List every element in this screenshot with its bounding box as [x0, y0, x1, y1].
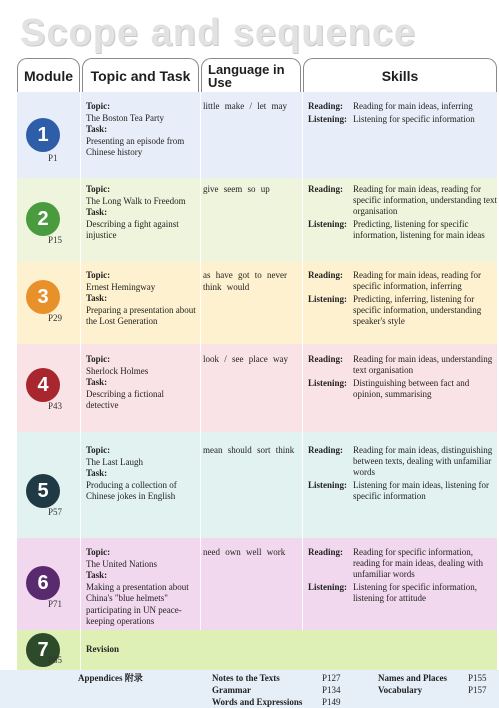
task-label: Task:	[86, 124, 108, 134]
module-row-6	[0, 538, 499, 630]
module-page-number: P1	[48, 153, 58, 163]
reading-label: Reading:	[308, 270, 344, 280]
task-text: Making a presentation about China's "blue helmets" participating in UN peace-keeping operations	[86, 581, 189, 626]
module-row-1	[0, 92, 499, 178]
appendix-page: P149	[322, 697, 341, 707]
language-in-use-cell: little make / let may	[203, 101, 287, 111]
task-label: Task:	[86, 207, 108, 217]
revision-text: Revision	[86, 644, 120, 654]
reading-skills: Reading for specific information, reading for main ideas, dealing with unfamiliar words	[353, 547, 483, 579]
divider	[200, 92, 201, 178]
reading-skills: Reading for main ideas, reading for specific information, understanding text organisation	[353, 184, 497, 216]
module-page-number: P71	[48, 599, 63, 609]
module-number-badge: 7	[26, 633, 60, 667]
task-text: Producing a collection of Chinese jokes in English	[86, 479, 177, 501]
divider	[80, 432, 81, 538]
topic-text: Ernest Hemingway	[86, 281, 156, 292]
appendix-page: P157	[468, 685, 487, 695]
reading-label: Reading:	[308, 184, 344, 194]
divider	[302, 538, 303, 630]
module-number-badge: 6	[26, 566, 60, 600]
module-page-number: P57	[48, 507, 63, 517]
skills-cell	[308, 445, 498, 504]
module-number-badge: 4	[26, 368, 60, 402]
listening-skills: Listening for specific information, listening for attitude	[353, 582, 477, 603]
task-label: Task:	[86, 468, 108, 478]
skills-cell	[308, 354, 498, 402]
header-topic-and-task: Topic and Task	[82, 58, 199, 92]
module-page-number: P29	[48, 313, 63, 323]
divider	[302, 262, 303, 344]
appendix-page: P127	[322, 673, 341, 683]
appendix-page: P155	[468, 673, 487, 683]
appendices-label: Appendices 附录	[78, 673, 143, 683]
module-page-number: P43	[48, 401, 63, 411]
module-number-badge: 3	[26, 280, 60, 314]
divider	[200, 262, 201, 344]
listening-label: Listening:	[308, 378, 348, 388]
topic-text: The Long Walk to Freedom	[86, 195, 186, 206]
page-title: Scope and sequence	[20, 12, 417, 54]
listening-label: Listening:	[308, 294, 348, 304]
reading-skills: Reading for main ideas, understanding text organisation	[353, 354, 493, 375]
language-in-use-cell: mean should sort think	[203, 445, 295, 455]
header-language-in-use: Language in Use	[201, 58, 301, 92]
module-page-number: P15	[48, 235, 63, 245]
reading-label: Reading:	[308, 547, 344, 557]
listening-label: Listening:	[308, 114, 348, 124]
divider	[80, 538, 81, 630]
topic-label: Topic:	[86, 184, 111, 194]
listening-skills: Listening for main ideas, listening for specific information	[353, 480, 489, 501]
divider	[302, 432, 303, 538]
topic-label: Topic:	[86, 270, 111, 280]
skills-cell	[308, 184, 498, 243]
divider	[302, 344, 303, 432]
topic-task-cell	[86, 270, 198, 328]
task-text: Describing a fight against injustice	[86, 218, 179, 240]
reading-label: Reading:	[308, 101, 344, 111]
appendix-page: P134	[322, 685, 341, 695]
divider	[80, 178, 81, 262]
module-row-3	[0, 262, 499, 344]
task-text: Presenting an episode from Chinese history	[86, 135, 185, 157]
appendix-item: Names and Places	[378, 673, 447, 683]
language-in-use-cell: give seem so up	[203, 184, 270, 194]
task-text: Describing a fictional detective	[86, 388, 164, 410]
listening-skills: Listening for specific information	[353, 114, 475, 124]
topic-label: Topic:	[86, 445, 111, 455]
module-number-badge: 5	[26, 474, 60, 508]
task-text: Preparing a presentation about the Lost Generation	[86, 304, 196, 326]
listening-label: Listening:	[308, 219, 348, 229]
divider	[200, 538, 201, 630]
reading-label: Reading:	[308, 445, 344, 455]
task-label: Task:	[86, 570, 108, 580]
skills-cell	[308, 270, 498, 329]
language-in-use-cell: as have got to never think would	[203, 270, 287, 292]
topic-text: The Last Laugh	[86, 456, 143, 467]
topic-text: The Boston Tea Party	[86, 112, 164, 123]
divider	[302, 178, 303, 262]
task-label: Task:	[86, 293, 108, 303]
skills-cell	[308, 547, 498, 606]
listening-skills: Predicting, inferring, listening for specific information, understanding speaker's style	[353, 294, 482, 326]
divider	[200, 344, 201, 432]
divider	[302, 92, 303, 178]
header-skills: Skills	[303, 58, 497, 92]
language-in-use-cell: look / see place way	[203, 354, 288, 364]
reading-skills: Reading for main ideas, reading for specific information, inferring	[353, 270, 481, 291]
language-in-use-cell: need own well work	[203, 547, 286, 557]
topic-label: Topic:	[86, 354, 111, 364]
topic-task-cell	[86, 184, 198, 242]
reading-skills: Reading for main ideas, inferring	[353, 101, 473, 111]
topic-label: Topic:	[86, 547, 111, 557]
appendices-bar	[0, 670, 499, 708]
divider	[200, 178, 201, 262]
listening-skills: Distinguishing between fact and opinion, summarising	[353, 378, 470, 399]
topic-task-cell	[86, 547, 198, 628]
appendix-item: Words and Expressions	[212, 697, 303, 707]
topic-task-cell	[86, 445, 198, 503]
module-number-badge: 1	[26, 118, 60, 152]
module-number-badge: 2	[26, 202, 60, 236]
divider	[80, 344, 81, 432]
appendix-item: Vocabulary	[378, 685, 423, 695]
listening-label: Listening:	[308, 480, 348, 490]
listening-skills: Predicting, listening for specific information, listening for main ideas	[353, 219, 485, 240]
reading-skills: Reading for main ideas, distinguishing between texts, dealing with unfamiliar words	[353, 445, 493, 477]
topic-text: Sherlock Holmes	[86, 365, 149, 376]
module-row-4	[0, 344, 499, 432]
header-module: Module	[17, 58, 80, 92]
reading-label: Reading:	[308, 354, 344, 364]
topic-label: Topic:	[86, 101, 111, 111]
divider	[80, 92, 81, 178]
skills-cell	[308, 101, 498, 127]
divider	[80, 262, 81, 344]
listening-label: Listening:	[308, 582, 348, 592]
module-row-5	[0, 432, 499, 538]
module-row-7	[0, 630, 499, 670]
topic-task-cell	[86, 101, 198, 159]
appendix-item: Grammar	[212, 685, 251, 695]
divider	[200, 432, 201, 538]
topic-task-cell	[86, 354, 198, 412]
appendix-item: Notes to the Texts	[212, 673, 280, 683]
module-row-2	[0, 178, 499, 262]
divider	[80, 630, 81, 670]
topic-text: The United Nations	[86, 558, 157, 569]
task-label: Task:	[86, 377, 108, 387]
module-page-number: P85	[48, 655, 63, 665]
